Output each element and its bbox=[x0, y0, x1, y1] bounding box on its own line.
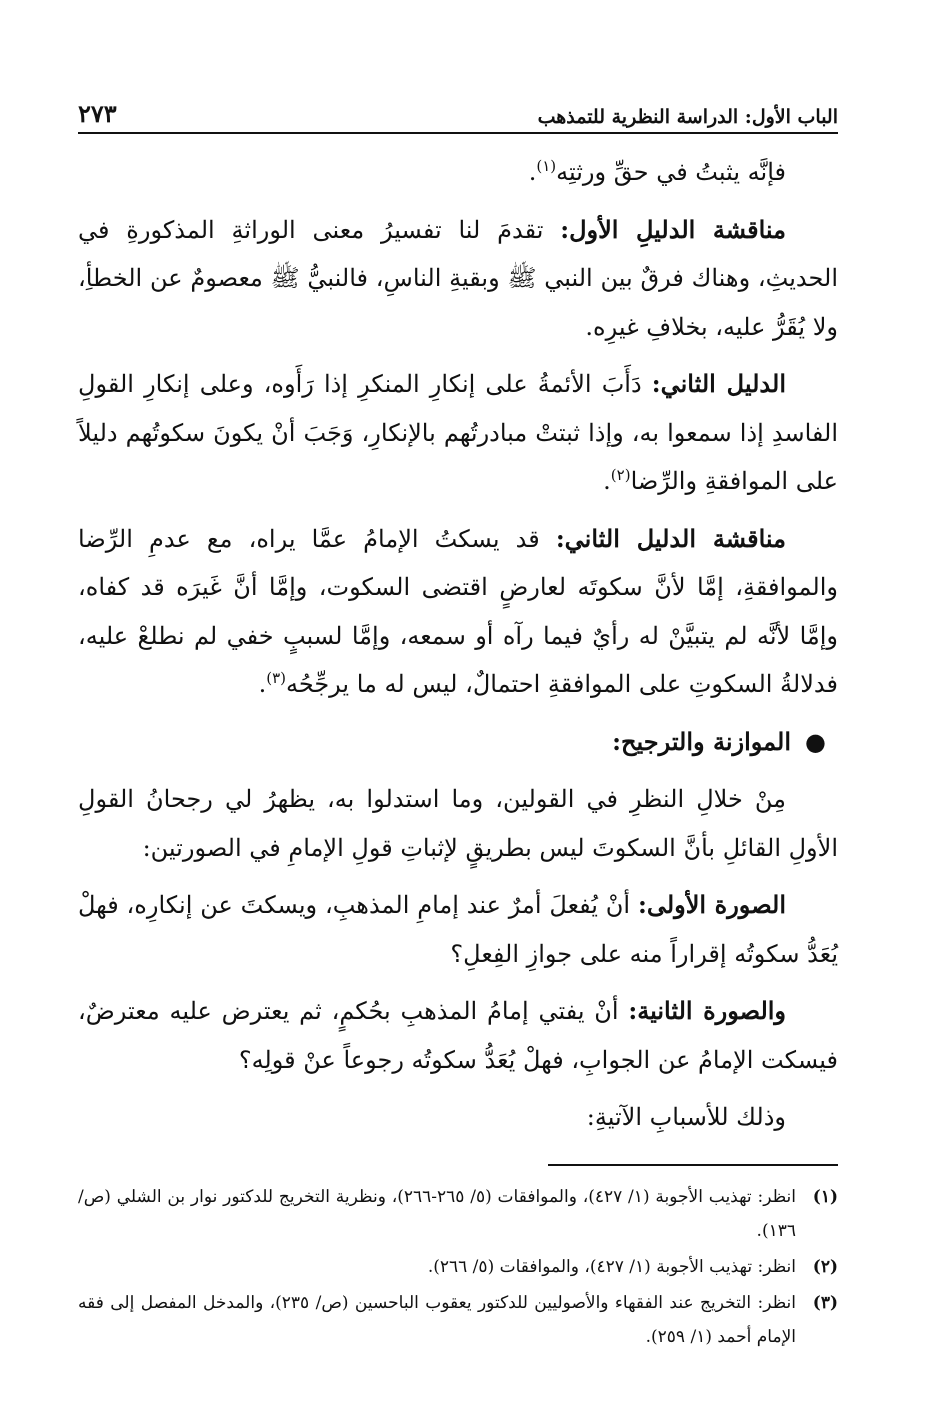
footnote-ref: (١) bbox=[536, 157, 557, 175]
footnote-text: انظر: التخريج عند الفقهاء والأصوليين للدكتور يعقوب الباحسين (ص/ ٢٣٥)، والمدخل المفصل إلى فقه الإمام أحمد (١/ ٢٥٩). bbox=[78, 1292, 796, 1347]
footnote-text: انظر: تهذيب الأجوبة (١/ ٤٢٧)، والموافقات (٥/ ٢٦٦). bbox=[427, 1256, 796, 1277]
paragraph-text: أنْ يُفعلَ أمرٌ عند إمامِ المذهبِ، ويسكتَ عن إنكارِه، فهلْ يُعَدُّ سكوتُه إقراراً منه على جوازِ الفِعلِ؟ bbox=[78, 891, 838, 968]
paragraph-text: مِنْ خلالِ النظرِ في القولين، وما استدلوا به، يظهرُ لي رجحانُ القولِ الأولِ القائلِ بأنَّ السكوتَ ليس بطريقٍ لإثباتِ قولِ الإمامِ في الصورتين: bbox=[78, 785, 838, 862]
footnote-ref: (٣) bbox=[266, 669, 286, 687]
paragraph-lead: مناقشة الدليلِ الأول: bbox=[560, 214, 786, 244]
section-heading bbox=[78, 718, 838, 767]
paragraph-tail: . bbox=[603, 467, 611, 495]
paragraph-text: تقدمَ لنا تفسيرُ معنى الوراثةِ المذكورةِ في الحديثِ، وهناك فرقٌ بين النبي ﷺ وبقيةِ الناسِ، فالنبيُّ ﷺ معصومٌ عن الخطأِ، ولا يُقَرُّ عليه، بخلافِ غيرِه. bbox=[78, 215, 838, 341]
paragraph-lead: والصورة الثانية: bbox=[628, 996, 787, 1025]
footnote-ref: (٢) bbox=[610, 466, 631, 484]
paragraph-lead: الصورة الأولى: bbox=[637, 890, 786, 919]
paragraph-tail: . bbox=[528, 158, 537, 186]
footnote-text: انظر: تهذيب الأجوبة (١/ ٤٢٧)، والموافقات (٥/ ٢٦٥-٢٦٦)، ونظرية التخريج للدكتور نوار بن الشلي (ص/ ١٣٦). bbox=[78, 1186, 796, 1241]
footnote-1 bbox=[78, 1180, 838, 1248]
footnote-number: (١) bbox=[812, 1186, 838, 1207]
page-number: ٢٧٣ bbox=[78, 99, 117, 128]
paragraph-text: أنْ يفتي إمامُ المذهبِ بحُكمٍ، ثم يعترض عليه معترضٌ، فيسكت الإمامُ عن الجوابِ، فهلْ يُعَدُّ سكوتُه رجوعاً عنْ قولِه؟ bbox=[78, 997, 838, 1074]
paragraph-second-evidence bbox=[78, 360, 838, 506]
paragraph-text: وذلك للأسبابِ الآتيةِ: bbox=[586, 1103, 786, 1131]
paragraph-reasons bbox=[78, 1093, 838, 1142]
footnote-number: (٣) bbox=[812, 1292, 838, 1313]
paragraph-weighing bbox=[78, 775, 838, 872]
paragraph-continuation bbox=[78, 148, 838, 197]
paragraph-discussion-first bbox=[78, 206, 838, 352]
paragraph-text: دَأَبَ الأئمةُ على إنكارِ المنكرِ إذا رَأَوه، وعلى إنكارِ القولِ الفاسدِ إذا سمعوا به، وإذا ثبتتْ مبادرتُهم بالإنكارِ، وَجَبَ أنْ يكونَ سكوتُهم دليلاً على الموافقةِ والرِّضا bbox=[78, 370, 838, 495]
paragraph-text: فإنَّه يثبتُ في حقِّ ورثتِه bbox=[556, 158, 786, 186]
paragraph-tail: . bbox=[258, 670, 267, 698]
main-text bbox=[78, 148, 838, 1142]
section-heading-text: الموازنة والترجيح: bbox=[612, 726, 792, 756]
paragraph-first-form bbox=[78, 881, 838, 978]
paragraph-lead: الدليل الثاني: bbox=[651, 369, 786, 398]
running-header bbox=[78, 92, 838, 134]
footnote-number: (٢) bbox=[812, 1256, 838, 1277]
header-title: الباب الأول: الدراسة النظرية للتمذهب bbox=[537, 106, 838, 128]
footnote-3 bbox=[78, 1286, 838, 1354]
footnote-divider bbox=[548, 1164, 838, 1166]
footnote-2 bbox=[78, 1250, 838, 1284]
book-page bbox=[78, 92, 838, 1356]
paragraph-text: قد يسكتُ الإمامُ عمَّا يراه، مع عدمِ الرِّضا والموافقةِ، إمَّا لأنَّ سكوتَه لعارضٍ اقتضى السكوت، وإمَّا أنَّ غَيرَه قد كفاه، وإمَّا لأنَّه لم يتبيَّنْ له رأيٌ فيما رآه أو سمعه، وإمَّا لسببٍ خفي لم نطلعْ عليه، فدلالةُ السكوتِ على الموافقةِ احتمالٌ، ليس له ما يرجِّحُه bbox=[78, 524, 838, 698]
paragraph-discussion-second bbox=[78, 515, 838, 709]
paragraph-second-form bbox=[78, 987, 838, 1084]
paragraph-lead: مناقشة الدليل الثاني: bbox=[555, 523, 786, 553]
bullet-icon: ● bbox=[805, 726, 826, 756]
footnotes bbox=[78, 1180, 838, 1354]
